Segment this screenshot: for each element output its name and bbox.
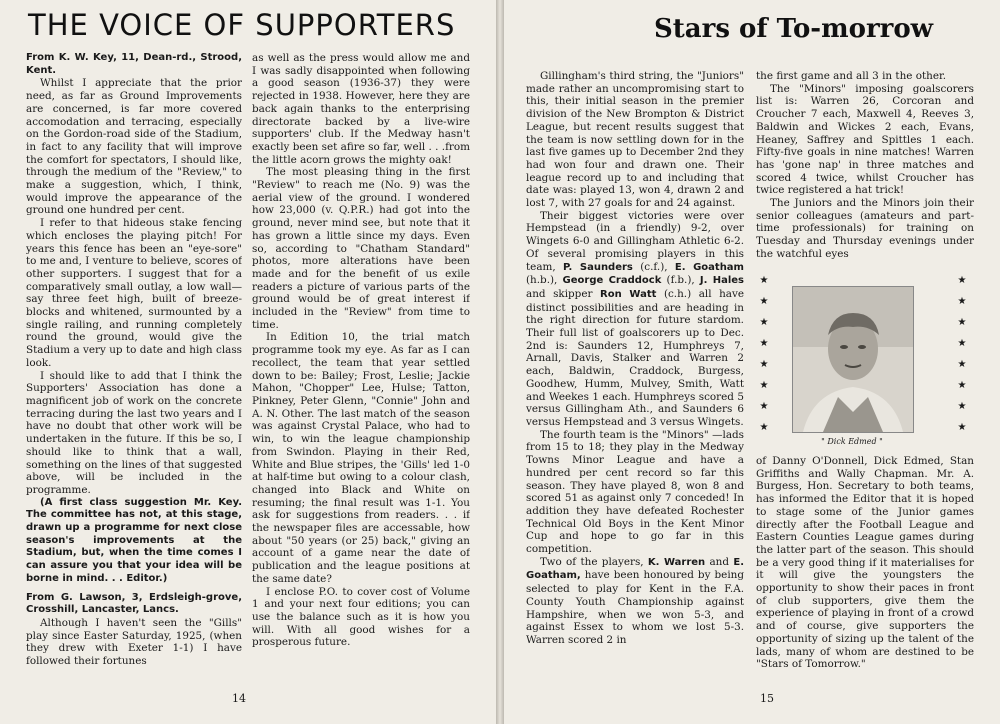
player-name: E. Goatham — [674, 261, 744, 273]
player-name: George Craddock — [562, 275, 662, 287]
left-page — [0, 0, 496, 724]
left-column-2 — [252, 52, 470, 692]
editor-note: (A first class suggestion Mr. Key. The committee has not, at this stage, drawn up a programme for next close season's improvements at the Stadium, but, when the time comes I can assure you that your idea will be borne in mind. . . Editor.) — [26, 496, 242, 584]
star-icon: ★ — [957, 296, 967, 307]
star-icon: ★ — [759, 296, 769, 307]
right-page-number: 15 — [760, 692, 774, 705]
stars-paragraph-6: The "Minors" imposing goalscorers list is: Warren 26, Corcoran and Croucher 7 each, Maxwell 4, Reeves 3, Baldwin and Wickes 2 each, Evans, Heaney, Saffrey and Spittles 1 each. Fifty-five goals in nine matches! Warren has 'gone nap' in three matches and scored 4 twice, whilst Croucher has twice registered a hat trick! — [756, 82, 974, 197]
star-icon: ★ — [957, 275, 967, 286]
stars-paragraph-5: the first game and all 3 in the other. — [756, 70, 947, 82]
photo-caption: " Dick Edmed " — [821, 437, 883, 446]
star-icon: ★ — [759, 422, 769, 433]
star-icon: ★ — [957, 401, 967, 412]
right-column-2-bottom — [756, 455, 974, 692]
star-icon: ★ — [957, 422, 967, 433]
portrait-illustration — [793, 287, 913, 432]
stars-paragraph-3: The fourth team is the "Minors" —lads from 15 to 18; they play in the Medway Towns Minor League and have a hundred per cent record so far this season. They have played 8, won 8 and scored 51 as against only 7 conceded! In addition they have defeated Rochester Technical Old Boys in the Kent Minor Cup and hope to go far in this competition. — [526, 428, 744, 556]
star-icon: ★ — [759, 359, 769, 370]
letter-2-paragraph-2: as well as the press would allow me and I was sadly disappointed when following a good season (1936-37) they were rejected in 1938. However, here they are back again thanks to the enterprising directorate backed by a live-wire supporters' club. If the Medway hasn't exactly been set afire so far, well . . .from the little acorn grows the mighty oak! — [252, 52, 470, 166]
letter-2-paragraph-1: Although I haven't seen the "Gills" play since Easter Saturday, 1925, (when they drew with Exeter 1-1) I have followed their fortunes — [26, 616, 242, 668]
star-icon: ★ — [759, 380, 769, 391]
stars-paragraph-4: Two of the players, K. Warren and E. Goatham, have been honoured by being selected to play for Kent in the F.A. County Youth Championship against Hampshire, when we won 5-3, and against Essex to whom we lost 5-3. Warren scored 2 in — [526, 555, 744, 646]
star-icon: ★ — [957, 380, 967, 391]
left-page-number: 14 — [232, 692, 246, 705]
star-icon: ★ — [759, 275, 769, 286]
spine-gutter — [496, 0, 504, 724]
player-name: E. Goatham, — [526, 556, 744, 582]
stars-paragraph-8: of Danny O'Donnell, Dick Edmed, Stan Griffiths and Wally Chapman. Mr. A. Burgess, Hon. Secretary to both teams, has informed the Editor that it is hoped to stage some of the Junior games directly after the Football League and Eastern Counties League games during the latter part of the season. This should be a very good thing if it materialises for it will give the youngsters the opportunity to show their paces in front of club supporters, give them the experience of playing in front of a crowd and of course, give supporters the opportunity of sizing up the talent of the lads, many of whom are destined to be "Stars of Tomorrow." — [756, 455, 974, 671]
player-name: J. Hales — [699, 275, 744, 287]
star-icon: ★ — [957, 317, 967, 328]
letter-2-paragraph-4: In Edition 10, the trial match programme took my eye. As far as I can recollect, the team that year settled down to be: Bailey; Frost, Leslie; Jackie Mahon, "Chopper" Lee, Hulse; Tatton, Pinkney, Peter Glenn, "Connie" John and A. N. Other. The last match of the season was against Crystal Palace, who had to win, to win the league championship from Swindon. Playing in their Red, White and Blue stripes, the 'Gills' led 1-0 at half-time but owing to a colour clash, changed into Black and White on resuming; the final result was 1-1. You ask for suggestions from readers. . . if the newspaper files are accessable, how about "50 years (or 25) back," giving an account of a game near the date of publication and the league positions at the same date? — [252, 331, 470, 585]
stars-paragraph-2: Their biggest victories were over Hempstead (in a friendly) 9-2, over Wingets 6-0 and Gillingham Athletic 6-2. Of several promising players in this team, P. Saunders (c.f.), E. Goatham (h.b.), George Craddock (f.b.), J. Hales and skipper Ron Watt (c.h.) all have distinct possibilities and are heading in the right direction for future stardom. Their full list of goalscorers up to Dec. 2nd is: Saunders 12, Humphreys 7, Arnall, Davis, Stalker and Warren 2 each, Baldwin, Craddock, Burgess, Goodhew, Humm, Mulvey, Smith, Watt and Weekes 1 each. Humphreys scored 5 versus Gillingham Ath., and Saunders 6 versus Hempstead and 3 versus Wingets. — [526, 209, 744, 428]
star-icon: ★ — [957, 359, 967, 370]
portrait-photo — [792, 286, 914, 433]
star-icon: ★ — [759, 401, 769, 412]
star-icon: ★ — [759, 317, 769, 328]
player-name: K. Warren — [647, 556, 706, 568]
stars-paragraph-7: The Juniors and the Minors join their senior colleagues (amateurs and part-time professionals) for training on Tuesday and Thursday evenings under the watchful eyes — [756, 197, 974, 260]
player-name: Ron Watt — [600, 288, 657, 300]
letter-1-header: From K. W. Key, 11, Dean-rd., Strood, Kent. — [26, 52, 242, 76]
right-page-title: Stars of To-morrow — [654, 14, 934, 44]
letter-1-paragraph-2: I refer to that hideous stake fencing which encloses the playing pitch! For years this fence has been an "eye-sore" to me and, I venture to believe, scores of other supporters. I suggest that for a comparatively small outlay, a low wall—say three feet high, built of breeze-blocks and whitened, surmounted by a single railing, and running completely round the ground, would give the Stadium a very up to date and high class look. — [26, 217, 242, 369]
letter-1-paragraph-3: I should like to add that I think the Supporters' Association has done a magnificent job of work on the concrete terracing during the last two years and I have no doubt that other work will be undertaken in the future. If this be so, I should like to think that a wall, something on the lines of that suggested above, will be included in the programme. — [26, 369, 242, 496]
star-icon: ★ — [957, 338, 967, 349]
left-page-title: THE VOICE OF SUPPORTERS — [28, 8, 456, 42]
stars-paragraph-1: Gillingham's third string, the "Juniors" made rather an uncompromising start to this, their initial season in the premier division of the New Brompton & District League, but recent results suggest that the team is now settling down for in the last five games up to December 2nd they had won four and drawn one. Their league record up to and including that date was: played 13, won 4, drawn 2 and lost 7, with 27 goals for and 24 against. — [526, 70, 744, 210]
star-border-right — [956, 270, 968, 438]
letter-2-paragraph-5: I enclose P.O. to cover cost of Volume 1 and your next four editions; you can use the balance such as it is how you will. With all good wishes for a prosperous future. — [252, 585, 470, 649]
star-border-left — [758, 270, 770, 438]
left-column-1 — [26, 52, 242, 692]
player-name: P. Saunders — [563, 261, 633, 273]
right-column-2-top — [756, 70, 974, 270]
letter-2-header: From G. Lawson, 3, Erdsleigh-grove, Crosshill, Lancaster, Lancs. — [26, 591, 242, 616]
star-icon: ★ — [759, 338, 769, 349]
right-column-1 — [526, 70, 744, 692]
right-page — [504, 0, 1000, 724]
letter-2-paragraph-3: The most pleasing thing in the first "Review" to reach me (No. 9) was the aerial view of the ground. I wondered how 23,000 (v. Q.P.R.) had got into the ground, never mind see, but note that it has grown a little since my days. Even so, according to "Chatham Standard" photos, more alterations have been made and for the benefit of us exile readers a picture of various parts of the ground would be of great interest if included in the "Review" from time to time. — [252, 166, 470, 331]
letter-1-paragraph-1: Whilst I appreciate that the prior need, as far as Ground Improvements are concerned, is far more covered accomodation and terracing, especially on the Gordon-road side of the Stadium, in fact to any facility that will improve the comfort for spectators, I should like, through the medium of the "Review," to make a suggestion, which, I think, would improve the appearance of the ground one hundred per cent. — [26, 77, 242, 217]
